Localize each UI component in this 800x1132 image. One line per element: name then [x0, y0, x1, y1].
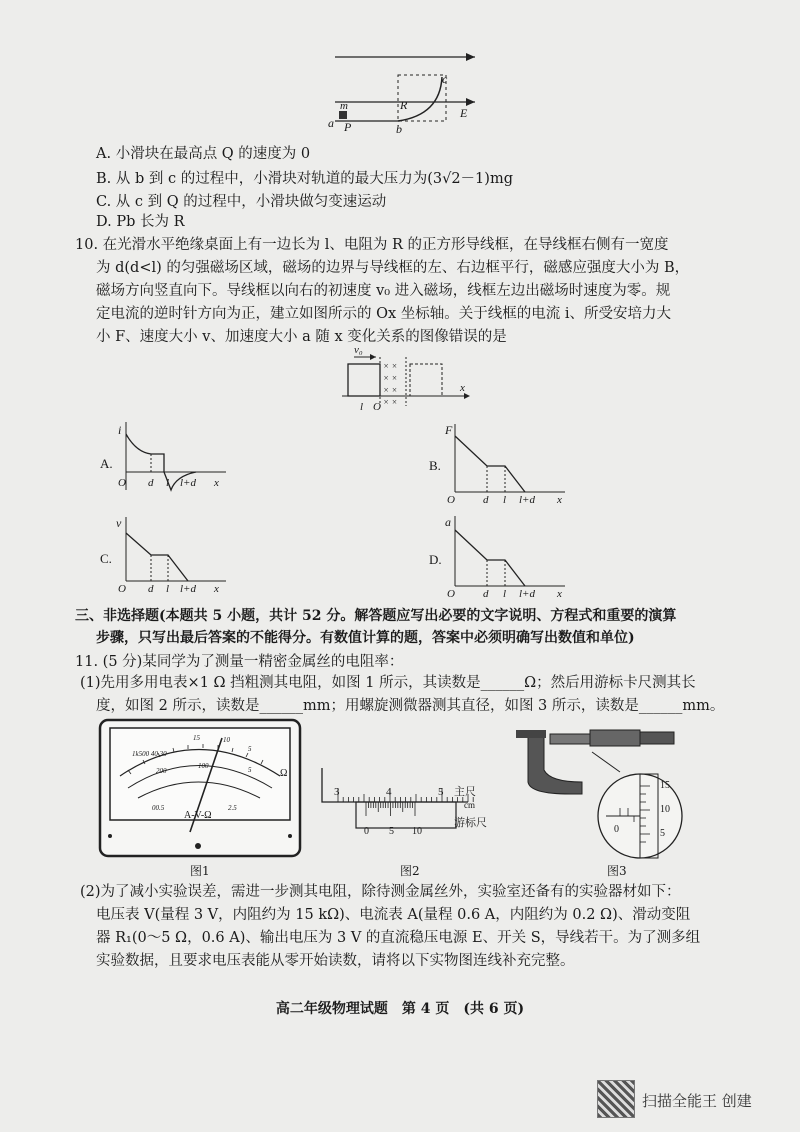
svg-text:O: O [447, 588, 455, 598]
label-O: O [373, 401, 381, 413]
main-tick-5: 5 [438, 786, 444, 798]
q11-p1-line-2: 度，如图 2 所示，读数是______mm；用螺旋测微器测其直径，如图 3 所示，读数是______mm。 [96, 698, 725, 714]
q11-p2-line-4: 实验数据，且要求电压表能从零开始读数，请将以下实物图连线补充完整。 [96, 953, 575, 969]
graph-a-label: A. [100, 456, 113, 471]
svg-text:5: 5 [248, 745, 252, 753]
fig1-caption: 图1 [190, 864, 210, 878]
cm-label: cm [464, 800, 475, 810]
label-P: P [344, 120, 352, 134]
vernier-scale-label: 游标尺 [454, 817, 487, 829]
graph-b [425, 422, 580, 504]
q10-line-1: 10. 在光滑水平绝缘桌面上有一边长为 l、电阻为 R 的正方形导线框，在导线框右侧有一宽度 [75, 237, 669, 253]
svg-text:x: x [214, 477, 219, 489]
multimeter-ohm: Ω [280, 768, 288, 779]
multimeter-figure [98, 718, 303, 860]
qr-code-icon [597, 1080, 635, 1118]
micrometer-tick-10: 10 [660, 804, 670, 815]
section3-line-1: 三、非选择题(本题共 5 小题，共计 52 分。解答题应写出必要的文字说明、方程式和重要的演算 [75, 608, 677, 624]
label-x: x [460, 382, 465, 394]
svg-text:O: O [118, 583, 126, 593]
vernier-tick-10: 10 [412, 826, 422, 837]
graph-c [96, 515, 246, 593]
svg-text:× ×: × × [383, 385, 398, 395]
label-a: a [328, 116, 334, 130]
multimeter-label: A-V-Ω [184, 810, 212, 821]
svg-text:l+d: l+d [519, 494, 535, 504]
svg-text:15: 15 [193, 734, 200, 742]
svg-text:d: d [148, 583, 154, 593]
section3-line-2: 步骤，只写出最后答案的不能得分。有数值计算的题，答案中必须明确写出数值和单位) [96, 630, 635, 646]
fig2-caption: 图2 [400, 864, 420, 878]
micrometer-tick-0: 0 [614, 824, 619, 835]
svg-text:x: x [557, 588, 562, 598]
label-m: m [340, 100, 348, 112]
svg-text:l: l [503, 588, 507, 598]
q9-option-b: B. 从 b 到 c 的过程中，小滑块对轨道的最大压力为(3√2－1)mg [96, 171, 513, 187]
micrometer-figure [510, 712, 690, 860]
main-tick-3: 3 [334, 786, 340, 798]
svg-text:l: l [166, 477, 170, 489]
q11-intro: 11. (5 分)某同学为了测量一精密金属丝的电阻率： [75, 654, 404, 670]
vernier-tick-5: 5 [389, 826, 394, 837]
svg-text:x: x [214, 583, 219, 593]
svg-text:200: 200 [156, 767, 167, 775]
q10-line-5: 小 F、速度大小 v、加速度大小 a 随 x 变化关系的图像错误的是 [96, 329, 507, 345]
svg-text:l+d: l+d [519, 588, 535, 598]
q10-loop-figure [340, 342, 480, 414]
page-footer: 高二年级物理试题 第 4 页 (共 6 页) [275, 1001, 525, 1017]
graph-d [425, 514, 580, 598]
svg-text:O: O [118, 477, 126, 489]
q9-option-d: D. Pb 长为 R [96, 214, 185, 230]
graph-c-label: C. [100, 551, 112, 566]
svg-text:l: l [503, 494, 507, 504]
q9-track-figure [320, 45, 490, 140]
svg-text:× ×: × × [383, 397, 398, 407]
q10-line-3: 磁场方向竖直向下。导线框以向右的初速度 v₀ 进入磁场，线框左边出磁场时速度为零。规 [96, 283, 671, 299]
svg-text:d: d [483, 588, 489, 598]
svg-text:d: d [483, 494, 489, 504]
svg-text:l+d: l+d [180, 583, 196, 593]
graph-b-label: B. [429, 458, 441, 473]
micrometer-tick-15: 15 [660, 780, 670, 791]
q10-line-2: 为 d(d<l) 的匀强磁场区域，磁场的边界与导线框的左、右边框平行，磁感应强度大小为 B， [96, 260, 690, 276]
q11-p2-line-3: 器 R₁(0～5 Ω，0.6 A)、输出电压为 3 V 的直流稳压电源 E、开关 S，导线若干。为了测多组 [96, 930, 701, 946]
q11-p2-line-2: 电压表 V(量程 3 V，内阻约为 15 kΩ)、电流表 A(量程 0.6 A，内阻约为 0.2 Ω)、滑动变阻 [96, 907, 691, 923]
main-scale-label: 主尺 [454, 786, 476, 798]
label-R: R [400, 98, 408, 112]
fig3-caption: 图3 [607, 864, 627, 878]
graph-d-label: D. [429, 552, 442, 567]
svg-text:10: 10 [223, 736, 230, 744]
svg-text:l+d: l+d [180, 477, 196, 489]
graph-d-axis: a [445, 515, 451, 529]
q11-p2-line-1: (2)为了减小实验误差，需进一步测其电阻，除待测金属丝外，实验室还备有的实验器材如下： [80, 884, 681, 900]
svg-text:O: O [447, 494, 455, 504]
micrometer-tick-5: 5 [660, 828, 665, 839]
vernier-tick-0: 0 [364, 826, 369, 837]
svg-text:d: d [148, 477, 154, 489]
graph-c-axis: v [116, 516, 122, 530]
label-l: l [360, 401, 364, 413]
svg-text:× ×: × × [383, 373, 398, 383]
label-E: E [460, 106, 468, 120]
svg-text:1k500 40 30: 1k500 40 30 [132, 750, 167, 758]
q10-line-4: 定电流的逆时针方向为正，建立如图所示的 Ox 坐标轴。关于线框的电流 i、所受安培力大 [96, 306, 672, 322]
scanner-watermark: 扫描全能王 创建 [642, 1092, 752, 1110]
svg-text:2.5: 2.5 [228, 804, 237, 812]
svg-text:00.5: 00.5 [152, 804, 165, 812]
q9-option-c: C. 从 c 到 Q 的过程中，小滑块做匀变速运动 [96, 194, 387, 210]
svg-text:100: 100 [198, 762, 209, 770]
label-v0: v₀ [354, 344, 363, 356]
svg-text:l: l [166, 583, 170, 593]
graph-b-axis: F [445, 423, 453, 437]
label-c: c [442, 72, 448, 86]
svg-text:× ×: × × [383, 361, 398, 371]
q11-p1-line-1: (1)先用多用电表×1 Ω 挡粗测其电阻，如图 1 所示，其读数是______Ω；然后用游标卡尺测其长 [80, 675, 696, 691]
vernier-figure [318, 760, 498, 842]
svg-text:5: 5 [248, 766, 252, 774]
q9-option-a: A. 小滑块在最高点 Q 的速度为 0 [96, 146, 311, 162]
main-tick-4: 4 [386, 786, 392, 798]
graph-a [96, 420, 246, 502]
label-b: b [396, 122, 402, 136]
graph-a-axis: i [118, 423, 122, 437]
svg-text:x: x [557, 494, 562, 504]
